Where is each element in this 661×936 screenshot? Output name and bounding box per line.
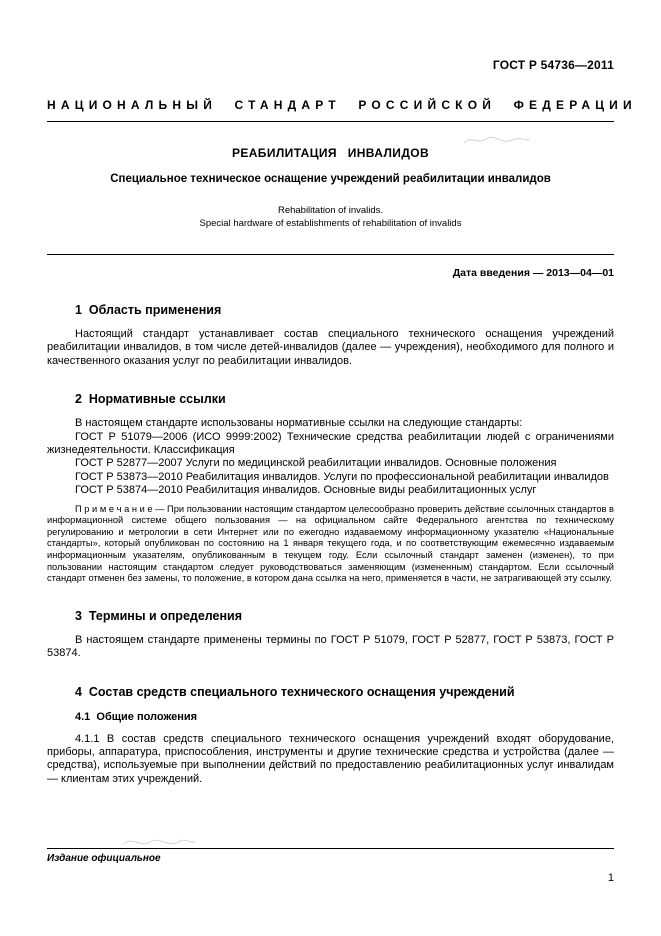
gost-reference-53873: ГОСТ Р 53873—2010 Реабилитация инвалидов. Услуги по профессиональной реабилитации инвалидов bbox=[75, 470, 609, 483]
section-2-heading: 2 Нормативные ссылки bbox=[75, 392, 226, 407]
doc-subtitle: Специальное техническое оснащение учреждений реабилитации инвалидов bbox=[110, 173, 551, 185]
section-4-1-1-paragraph: 4.1.1 В состав средств специального технического оснащения учреждений входят оборудование, приборы, аппаратура, приспособления, инструменты и другие технические средства и устройства (далее — средства), используемые при выполнении действий по предоставлению реабилитационных услуг инвалидам — клиентам этих учреждений. bbox=[47, 732, 614, 785]
section-1-paragraph: Настоящий стандарт устанавливает состав специального технического оснащения учреждений реабилитации инвалидов, в том числе детей-инвалидов (далее — учреждения), необходимого для полного и качественного оказания услуг по реабилитации инвалидов. bbox=[47, 328, 614, 367]
section-2-note: П р и м е ч а н и е — При пользовании настоящим стандартом целесообразно проверить действие ссылочных стандартов в информационной системе общего пользования — на официальном сайте Федерального агентства по техническому регулированию и метрологии в сети Интернет или по ежегодно издаваемому информационному указателю «Национальные стандарты», который опубликован по состоянию на 1 января текущего года, и по соответствующим ежемесячно издаваемым информационным указателям, опубликованным в текущем году. Если ссылочный стандарт заменен (изменен), то при пользовании настоящим стандартом следует руководствоваться заменяющим (измененным) стандартом. Если ссылочный стандарт отменен без замены, то положение, в котором дана ссылка на него, применяется в части, не затрагивающей эту ссылку. bbox=[47, 503, 614, 584]
doc-title-en-line1: Rehabilitation of invalids. bbox=[277, 205, 384, 216]
doc-title: РЕАБИЛИТАЦИЯ ИНВАЛИДОВ bbox=[231, 146, 430, 160]
doc-title-english bbox=[47, 205, 614, 230]
gost-reference-52877: ГОСТ Р 52877—2007 Услуги по медицинской реабилитации инвалидов. Основные положения bbox=[75, 457, 557, 470]
doc-title-en-line2: Special hardware of establishments of rehabilitation of invalids bbox=[199, 217, 462, 229]
section-1-heading: 1 Область применения bbox=[75, 303, 222, 317]
section-4-1-heading: 4.1 Общие положения bbox=[75, 710, 198, 723]
gost-reference-53874: ГОСТ Р 53874—2010 Реабилитация инвалидов. Основные виды реабилитационных услуг bbox=[75, 484, 537, 497]
title-rule bbox=[47, 254, 614, 255]
gost-reference-51079: ГОСТ Р 51079—2006 (ИСО 9999:2002) Технические средства реабилитации людей с ограничениями жизнедеятельности. Классификация bbox=[47, 430, 614, 457]
section-3-heading: 3 Термины и определения bbox=[75, 608, 243, 623]
page-number: 1 bbox=[607, 872, 614, 884]
section-3-paragraph: В настоящем стандарте применены термины по ГОСТ Р 51079, ГОСТ Р 52877, ГОСТ Р 53873, ГОСТ Р 53874. bbox=[47, 633, 614, 660]
effective-date: Дата введения — 2013—04—01 bbox=[452, 267, 614, 279]
standard-type-banner: НАЦИОНАЛЬНЫЙ СТАНДАРТ РОССИЙСКОЙ ФЕДЕРАЦИИ bbox=[47, 98, 637, 112]
page-footer bbox=[47, 848, 614, 884]
edition-note: Издание официальное bbox=[47, 853, 161, 864]
section-2-intro: В настоящем стандарте использованы нормативные ссылки на следующие стандарты: bbox=[75, 417, 523, 430]
top-rule bbox=[47, 121, 614, 122]
section-4-heading: 4 Состав средств специального технического оснащения учреждений bbox=[75, 684, 515, 699]
doc-code: ГОСТ Р 54736—2011 bbox=[492, 58, 614, 72]
